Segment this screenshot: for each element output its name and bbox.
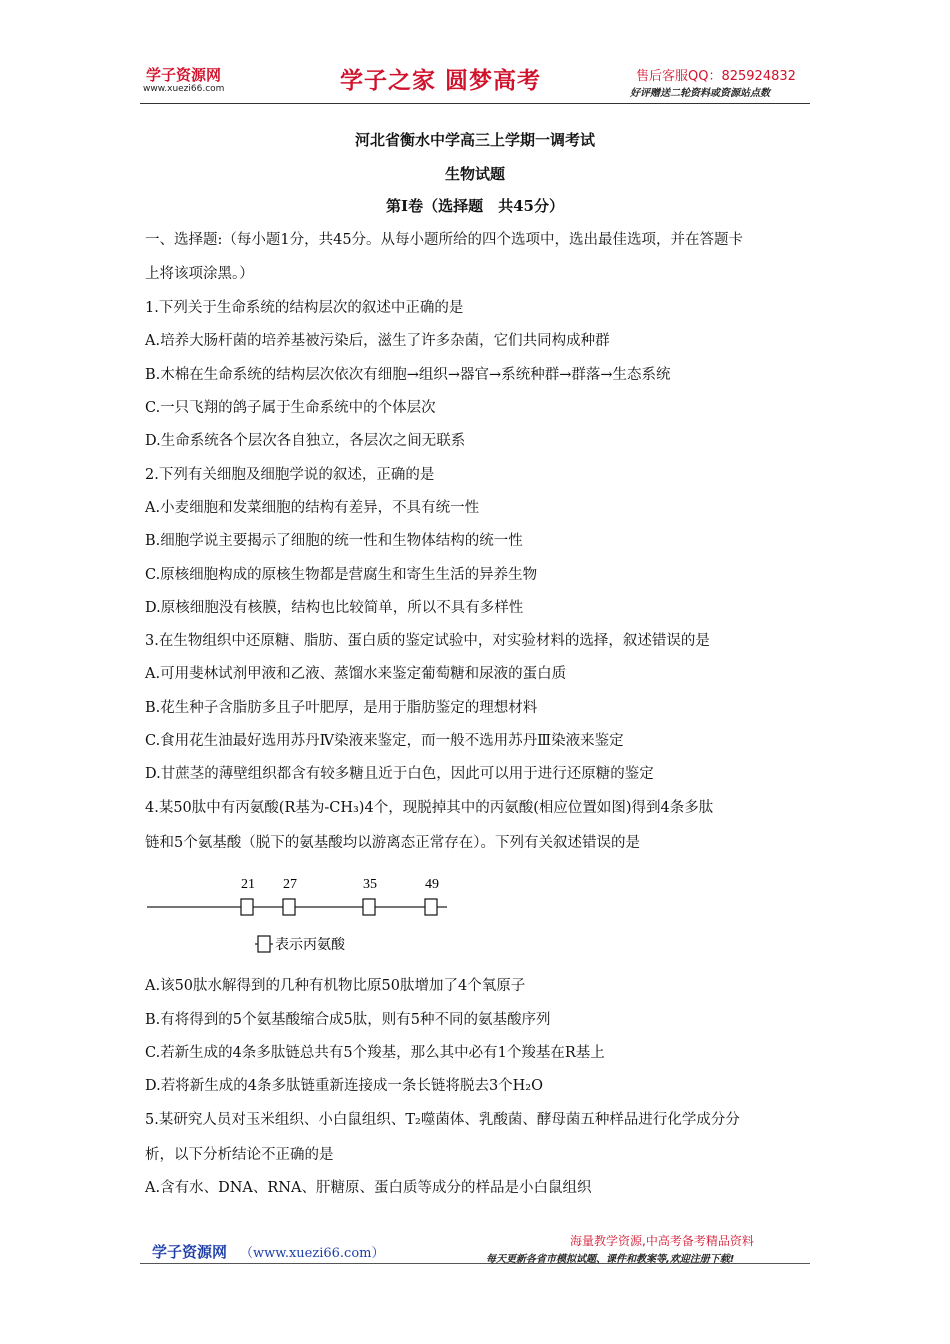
text-line: D.甘蔗茎的薄壁组织都含有较多糖且近于白色，因此可以用于进行还原糖的鉴定: [145, 766, 654, 782]
text-line: 析，以下分析结论不正确的是: [145, 1147, 334, 1163]
text-line: 2.下列有关细胞及细胞学说的叙述，正确的是: [145, 467, 435, 483]
text-line: 1.下列关于生命系统的结构层次的叙述中正确的是: [145, 300, 464, 316]
alanine-box: [363, 899, 375, 915]
header-slogan: 学子之家 圆梦高考: [340, 68, 542, 94]
footer-tagline: 海量教学资源,中高考备考精品资料: [570, 1234, 754, 1248]
header-logo: 学子资源网: [146, 66, 222, 84]
legend-box: [258, 936, 270, 952]
text-line: B.木棉在生命系统的结构层次依次有细胞→组织→器官→系统种群→群落→生态系统: [145, 367, 671, 383]
position-label: 27: [283, 877, 297, 892]
text-line: 链和5个氨基酸（脱下的氨基酸均以游离态正常存在）。下列有关叙述错误的是: [145, 835, 640, 851]
text-line: 4.某50肽中有丙氨酸(R基为-CH₃)4个，现脱掉其中的丙氨酸(相应位置如图)得到4条多肽: [145, 800, 714, 816]
footer-url[interactable]: （www.xuezi66.com）: [240, 1246, 385, 1261]
position-label: 21: [241, 877, 255, 892]
alanine-position-diagram: [145, 872, 455, 962]
text-line: A.该50肽水解得到的几种有机物比原50肽增加了4个氧原子: [145, 978, 526, 994]
text-line: 上将该项涂黑。）: [145, 266, 254, 282]
text-line: A.培养大肠杆菌的培养基被污染后，滋生了许多杂菌，它们共同构成种群: [145, 333, 610, 349]
text-line: A.可用斐林试剂甲液和乙液、蒸馏水来鉴定葡萄糖和尿液的蛋白质: [145, 666, 567, 682]
text-line: D.生命系统各个层次各自独立，各层次之间无联系: [145, 433, 466, 449]
text-line: A.含有水、DNA、RNA、肝糖原、蛋白质等成分的样品是小白鼠组织: [145, 1180, 592, 1196]
position-label: 49: [425, 877, 439, 892]
header-url: www.xuezi66.com: [143, 84, 225, 94]
text-line: B.花生种子含脂肪多且子叶肥厚，是用于脂肪鉴定的理想材料: [145, 700, 538, 716]
header-qq: 售后客服QQ：825924832: [636, 69, 796, 84]
footer-note: 每天更新各省市模拟试题、课件和教案等,欢迎注册下载!: [486, 1254, 735, 1265]
text-line: 3.在生物组织中还原糖、脂肪、蛋白质的鉴定试验中，对实验材料的选择，叙述错误的是: [145, 633, 710, 649]
exam-title: 河北省衡水中学高三上学期一调考试: [354, 131, 595, 149]
exam-subtitle: 生物试题: [444, 165, 505, 183]
header-divider: [140, 103, 810, 104]
position-label: 35: [363, 877, 377, 892]
text-line: D.若将新生成的4条多肽链重新连接成一条长链将脱去3个H₂O: [145, 1078, 544, 1094]
section-heading: 第Ⅰ卷（选择题 共45分）: [386, 197, 564, 215]
text-line: C.食用花生油最好选用苏丹Ⅳ染液来鉴定，而一般不选用苏丹Ⅲ染液来鉴定: [145, 733, 624, 749]
alanine-box: [283, 899, 295, 915]
text-line: 5.某研究人员对玉米组织、小白鼠组织、T₂噬菌体、乳酸菌、酵母菌五种样品进行化学成分分: [145, 1112, 740, 1128]
text-line: C.原核细胞构成的原核生物都是营腐生和寄生生活的异养生物: [145, 567, 538, 583]
alanine-box: [425, 899, 437, 915]
header-note: 好评赠送二轮资料或资源站点数: [630, 88, 770, 99]
legend-label: 表示丙氨酸: [275, 938, 345, 953]
alanine-box: [241, 899, 253, 915]
text-line: 一、选择题:（每小题1分，共45分。从每小题所给的四个选项中，选出最佳选项，并在答题卡: [145, 232, 744, 248]
text-line: B.细胞学说主要揭示了细胞的统一性和生物体结构的统一性: [145, 533, 523, 549]
text-line: B.有将得到的5个氨基酸缩合成5肽，则有5种不同的氨基酸序列: [145, 1012, 551, 1028]
text-line: D.原核细胞没有核膜，结构也比较简单，所以不具有多样性: [145, 600, 524, 616]
text-line: A.小麦细胞和发菜细胞的结构有差异，不具有统一性: [145, 500, 480, 516]
footer-divider: [140, 1263, 810, 1264]
footer-logo: 学子资源网: [152, 1243, 228, 1261]
text-line: C.若新生成的4条多肽链总共有5个羧基，那么其中必有1个羧基在R基上: [145, 1045, 605, 1061]
text-line: C.一只飞翔的鸽子属于生命系统中的个体层次: [145, 400, 436, 416]
